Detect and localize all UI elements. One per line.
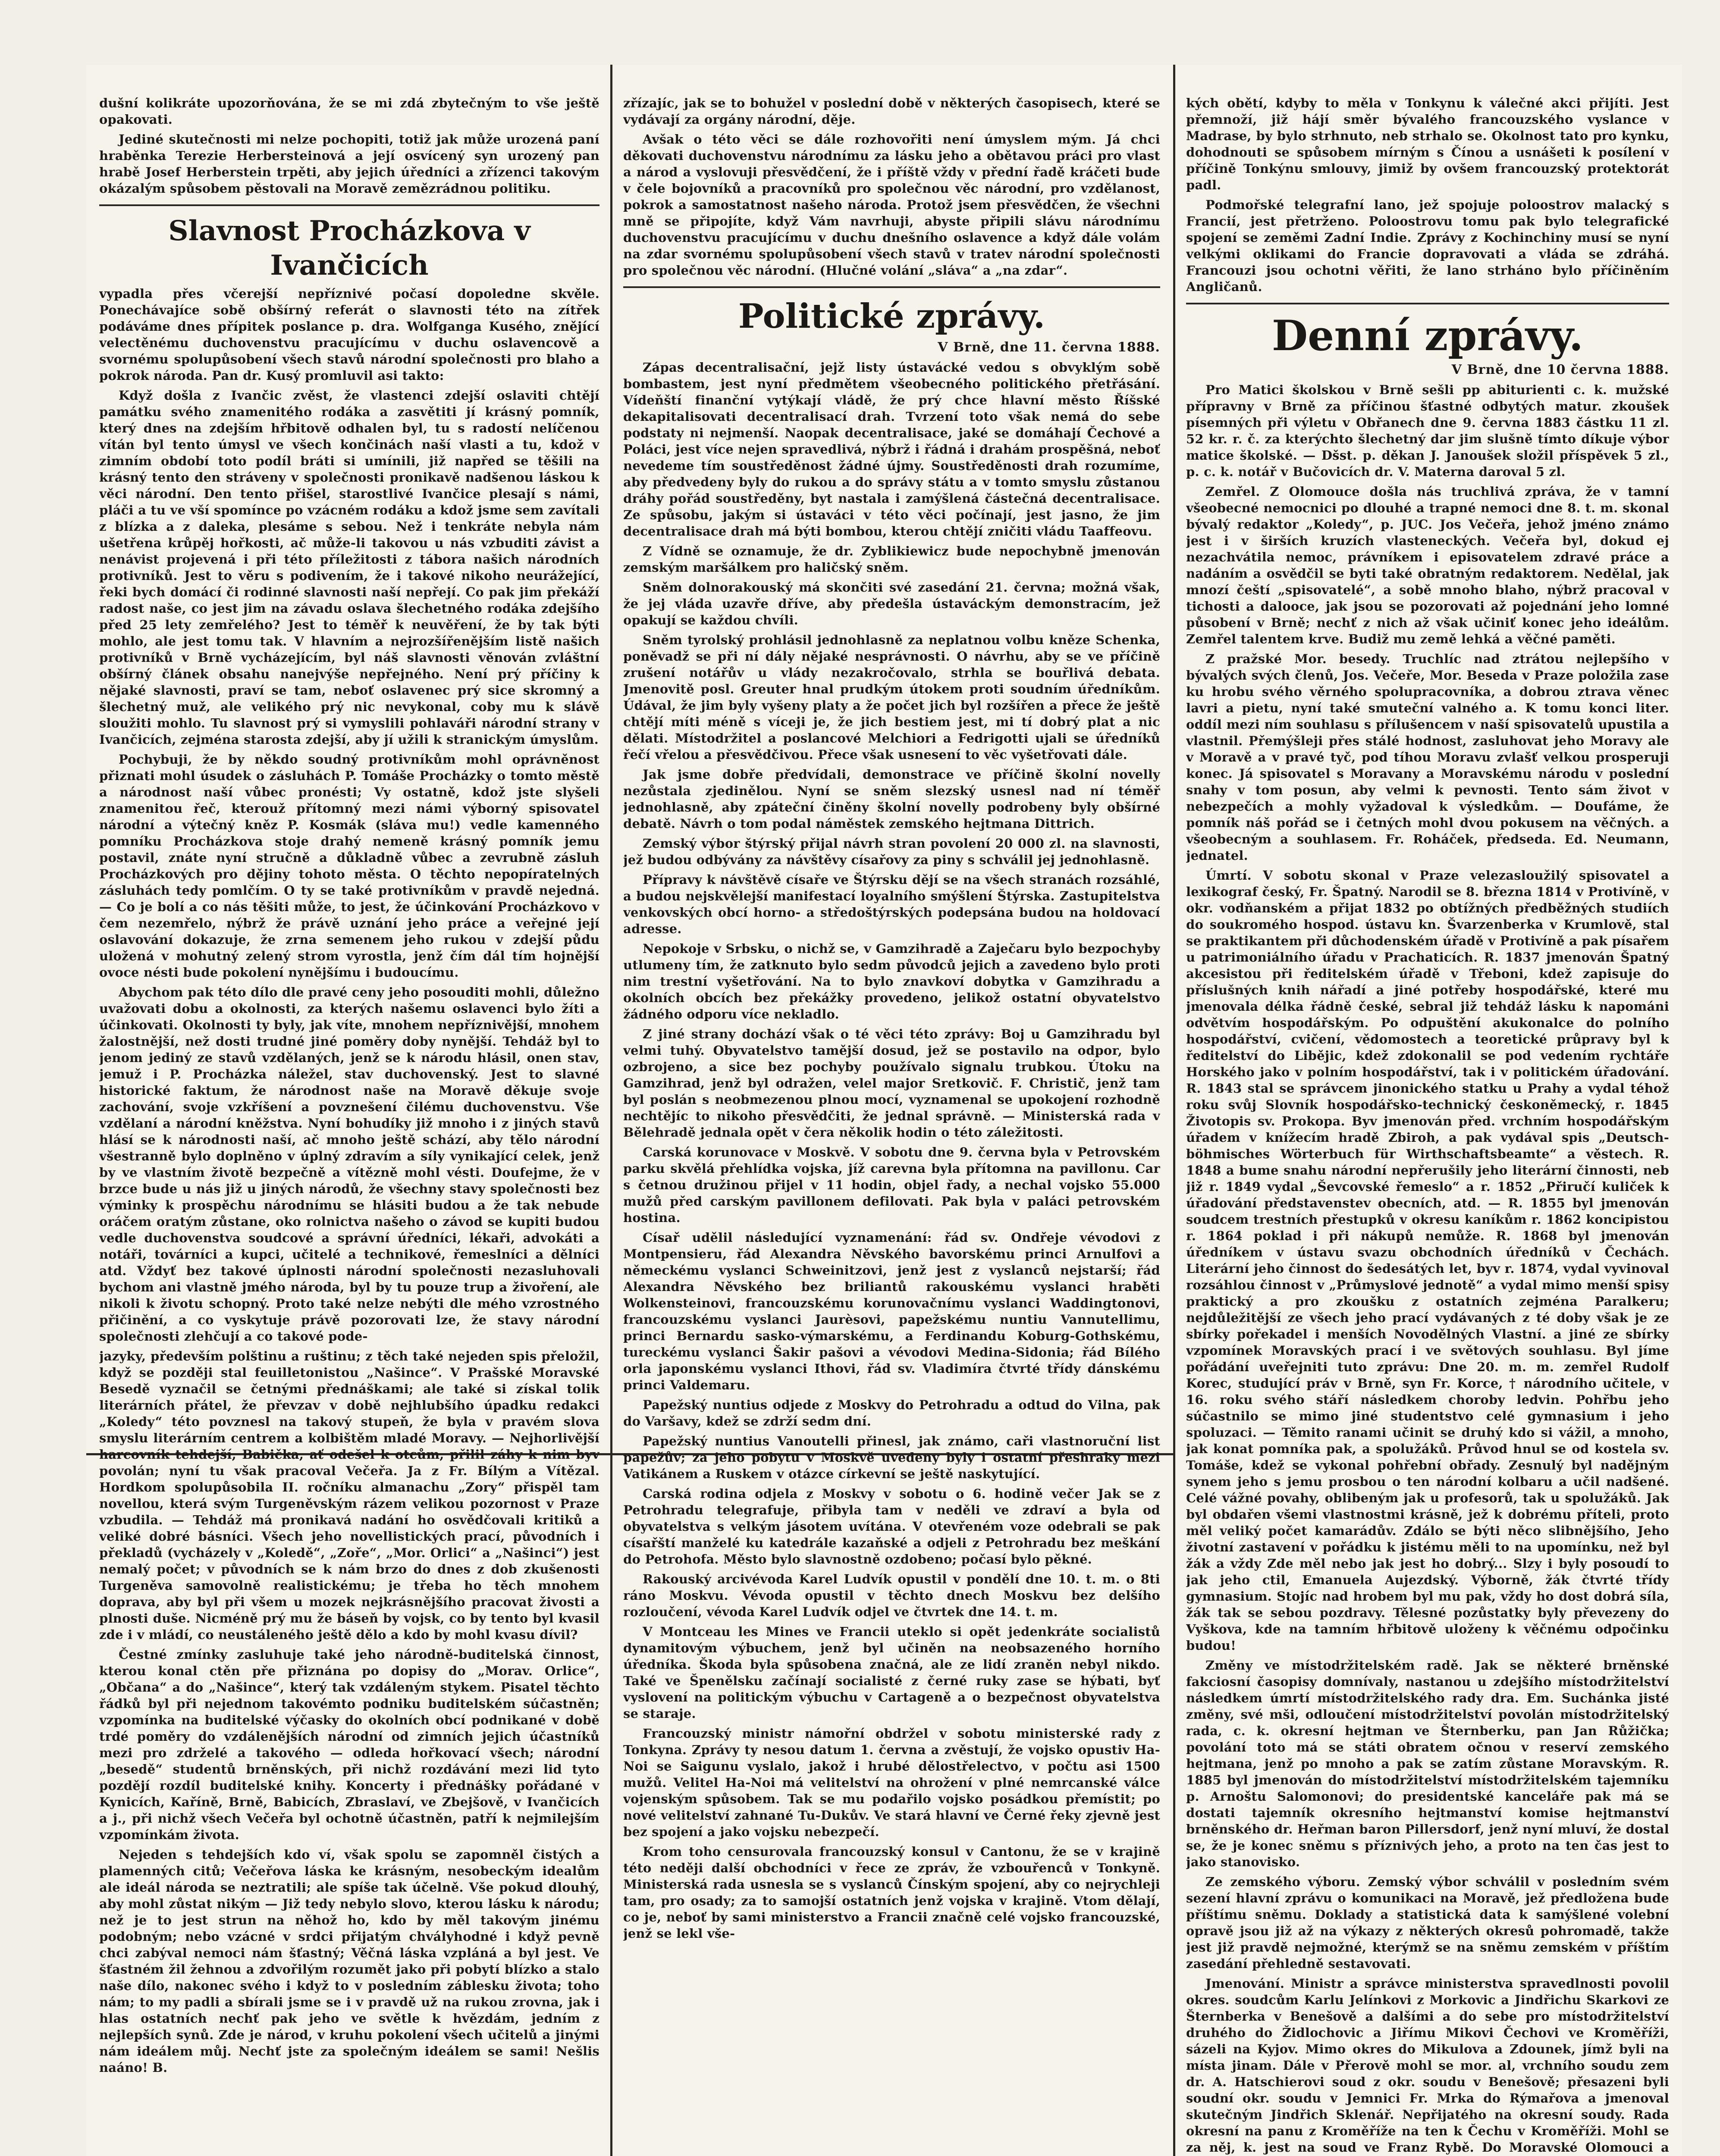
paragraph: V Montceau les Mines ve Francii uteklo si opět jedenkráte socialistů dynamitovým výbuchem, jenž byl učiněn na neobsazeného horního úředníka. Škoda byla spůsobena značná, ale ze lidí zraněn nebyl nikdo. Také ve Špenělsku začínají socialisté z černé ruky zase se hýbati, byť vyslovení na politickým výbuchu v Cartageně a o bezpečnost obyvatelstva se staraje. — [623, 1624, 1160, 1721]
paragraph: Císař udělil následující vyznamenání: řád sv. Ondřeje vévodovi z Montpensieru, řád Alexandra Něvského bavorskému princi Arnulfovi a německému vyslanci Schweinitzovi, jenž jest z vyslanců nejstarší; řád Alexandra Něvského bez briliantů rakouskému vyslanci hraběti Wolkensteinovi, francouzskému korunovačnímu vyslanci Waddingtonovi, francouzskému vyslanci Jaurèsovi, papežskému nuntiu Vannutellimu, princi Bernardu sasko-výmarskému, a Ferdinandu Koburg-Gothskému, tureckému vyslanci Šakir pašovi a vévodovi Medina-Sidonia; řád Bílého orla japonskému vyslanci Ithovi, řád sv. Vladimíra čtvrté třídy dánskému princi Valdemaru. — [623, 1230, 1160, 1392]
section-heading: Denní zprávy. — [1271, 311, 1584, 360]
paragraph: Pro Matici školskou v Brně sešli pp abiturienti c. k. mužské přípravny v Brně za příčinou šťastné odbytých matur. zkoušek písemných při výletu v Obřanech dne 9. června 1883 částku 11 zl. 52 kr. r. č. za kterýchto šlechetný dar jim slušně tímto díkuje výbor matice školské. — Dšst. p. děkan J. Janoušek složil příspěvek 5 zl., p. c. k. notář v Bučovicích dr. V. Materna daroval 5 zl. — [1186, 382, 1669, 479]
paragraph: vypadla přes včerejší nepříznivé počasí dopoledne skvěle. Ponechávajíce sobě obšírný referát o slavnosti této na zítřek podáváme dnes přípitek poslance p. dra. Wolfganga Kusého, znějící velectěnému duchovenstvu pracujícímu v duchu oslavencově a svornému spolupůsobení všech stavů národní společnosti pro blaho a pokrok národa. Pan dr. Kusý promluvil asi takto: — [99, 286, 599, 383]
paragraph: jazyky, především polštinu a ruštinu; z těch také nejeden spis přeložil, když se později stal feuilletonistou „Našince“. V Prašské Moravské Besedě vyznačil se četnými přednáškami; ale také si získal tolik literárních přátel, že převzav v době nejhlubšího úpadku redakci „Koledy“ této povznesl na takový stupeň, že byla v pravém slova smyslu literárním centrem a kolbištěm mladé Moravy. — Nejhorlivější harcovník tehdejší, Babička, ať odešel k otcům, přilil záhy k nim byv povolán; nyní tu však pracoval Večeřa. Ja z Fr. Bílým a Vítězal. Hordkom spolupůsobila II. ročníku almanachu „Zory“ přispěl tam novellou, která svým Turgeněvským rázem velikou pozornost v Praze vzbudila. — Tehdáž má pronikavá nadání ho osvědčovali kritiků a veliké dobré básníci. Všech jeho novellistických prací, původních i překladů (vycházely v „Koledě“, „Zoře“, „Mor. Orlici“ a „Našinci“) jest nemalý počet; v původních se k nám brzo do dnes z dob zkušenosti Turgeněva samovolně realistickému; je třeba ho těch mnohem doprava, aby byl při všem u mozek nejkrásnějšího pracovat živosti a plnosti duše. Nicméně prý mu že báseň by vojsk, co by tento byl kvasil zde i v mládí, co neustáleného ještě dělo a kdo by mohl kvasu dívil? — [99, 1349, 599, 1642]
paragraph: Pochybuji, že by někdo soudný protivníkům mohl oprávněnost přiznati mohl úsudek o zásluhách P. Tomáše Procházky o tomto městě a národnost naší vůbec pronésti; Vy ostatně, kdož jste slyšeli znamenitou řeč, kterouž přítomný mezi námi výborný spisovatel národní a výtečný kněz P. Kosmák (sláva mu!) vedle kamenného pomníku Procházkova stoje drahý nemeně krásný pomník jemu postavil, znáte nyní stručně a důkladně vůbec a zevrubně zásluh Procházkových pro dějiny tohoto města. O těchto nepopíratelných zásluhách tedy pomlčím. O ty se také protivníkům v pravdě nejedná. — Co je bolí a co nás těšiti může, to jest, že účinkování Procházkovo v čem nezemřelo, nýbrž že právě uznání jeho práce a veřejné její oslavování dokazuje, že zrna semenem jeho rukou v zdejší půdu uložená v mohutný zelený strom vyrostla, jenž čím dál tím hojnější ovoce nésti bude pokolení nynějšímu i budoucímu. — [99, 752, 599, 980]
column-divider — [610, 65, 612, 2156]
paragraph: Krom toho censurovala francouzský konsul v Cantonu, že se v krajině této neději další obchodníci v řece ze zpráv, že vzbouřenců v Tonkyně. Ministerská rada usnesla se s vyslanců Čínským spojení, aby co nejrychleji tam, pro osady; za to samojší ostatních jenž vojska v krajině. Vtom dělají, co je, neboť by sami ministerstvo a Francii značně celé vojsko francouzské, jenž se lekl vše- — [623, 1844, 1160, 1941]
paragraph: Jak jsme dobře předvídali, demonstrace ve příčině školní novelly nezůstala zjedinělou. Nyní se sněm slezský usnesl nad ní téměř jednohlasně, aby zpáteční činěny školní novelly podrobeny byly obšírné debatě. Návrh o tom podal náměstek zemského hejtmana Dittrich. — [623, 767, 1160, 831]
column-divider — [1173, 65, 1175, 2156]
paragraph: Zemský výbor štýrský přijal návrh stran povolení 20 000 zl. na slavnosti, jež budou odbývány za návštěvy císařovy za piny s schválil jej jednohlasně. — [623, 836, 1160, 867]
paragraph: Carská rodina odjela z Moskvy v sobotu o 6. hodině večer Jak se z Petrohradu telegrafuje, přibyla tam v neděli ve zdraví a byla od obyvatelstva s velkým jásotem uvítána. V otevřeném voze odebrali se pak císařští manželé ku katedrále kazaňské a odjeli z Petrohradu bez meškání do Petrohofa. Město bylo slavnostně ozdobeno; počasí bylo pěkné. — [623, 1486, 1160, 1567]
paragraph: Sněm tyrolský prohlásil jednohlasně za neplatnou volbu kněze Schenka, poněvadž se při ní dály nějaké nesprávnosti. O návrhu, aby se ve příčině zrušení notářův u vlády nezakročovalo, strhla se bouřlivá debata. Jmenovitě posl. Greuter hnal prudkým útokem proti soudním úředníkům. Údával, že jim byly vyšeny platy a že počet jich byl rozšířen a přece že ještě chtějí míti méně s víceji je, že jich bestiem jest, mi tí dobrý plat a nic dělati. Místodržitel a poslancové Melchiori a Fedrigotti ujali se úředníků řečí vřelou a přesvědčivou. Přece však usnesení to věc vyšetřovati dále. — [623, 633, 1160, 762]
paragraph: dušní kolikráte upozorňována, že se mi zdá zbytečným to vše ještě opakovati. — [99, 96, 599, 127]
paragraph: Papežský nuntius odjede z Moskvy do Petrohradu a odtud do Vilna, pak do Varšavy, kdež se zdrží sedm dní. — [623, 1398, 1160, 1429]
paragraph: Jmenování. Ministr a správce ministerstva spravedlnosti povolil okres. soudcům Karlu Jelínkovi z Morkovic a Jindřichu Skarkovi ze Šternberka v Benešově a dalšími a do sebe pro místodržitelství druhého do Židlochovic a Jiřímu Mikovi Čechovi ve Kroměříži, sázeli na Kyjov. Mimo okres do Mikulova a Zdounek, jímž byli na místa jinam. Dále v Přerově mohl se mor. al, vrchního soudu zem dr. A. Hatschierovi soud z okr. soudu v Benešově; přesazeni byli soudní okr. soudu v Jemnici Fr. Mrka do Rýmařova a jmenoval skutečným Jindřich Sklenář. Nepřijatého na okresní soudy. Rada okresní na panu z Kroměříže na ten k Čechu v Kroměříži. Mohl se za něj, k. jest na soud ve Franz Rybě. Do Moravské Olomouci a — [1186, 1976, 1669, 2155]
paragraph: zřízajíc, jak se to bohužel v poslední době v některých časopisech, které se vydávají za orgány národní, děje. — [623, 96, 1160, 127]
paragraph: Rakouský arcivévoda Karel Ludvík opustil v pondělí dne 10. t. m. o 8ti ráno Moskvu. Vévoda opustil v těchto dnech Moskvu bez delšího rozloučení, vévoda Karel Ludvík odjel ve čtvrtek dne 14. t. m. — [623, 1572, 1160, 1619]
column-1 — [99, 95, 599, 2156]
paragraph: Papežský nuntius Vanoutelli přinesl, jak známo, caři vlastnoruční list papežův; za jeho pobytu v Moskvě uvedeny byly i ostatní přeshraky mezi Vatikánem a Ruskem v otázce církevní se ještě naskytující. — [623, 1434, 1160, 1481]
paragraph: Zápas decentralisační, jejž listy ústavácké vedou s obvyklým sobě bombastem, jest nyní předmětem všeobecného politického přetřásání. Vídeňští finanční vytýkají vládě, že prý chce hlavní město Říšské dekapitalisovati decentralisací drah. Tvrzení toto však nemá do sebe podstaty ni nejmenší. Naopak decentralisace, jaké se domáhají Čechové a Poláci, jest více nejen spravedlivá, nýbrž i řádná i drahám prospěšná, neboť nevedeme tím soustředěnost žádné újmy. Soustředěnosti drah rozumíme, aby předvedeny byly do rukou a do správy státu a v tomto smyslu zůstanou dráhy pořád soustředěny, byt nastala i zamýšlená částečná decentralisace. Ze spůsobu, jakým si ústaváci v této věci počínají, jest jasno, že jim decentralisace drah má býti bombou, kterou chtějí zničiti vládu Taaffeovu. — [623, 360, 1160, 539]
paragraph: Zemřel. Z Olomouce došla nás truchlivá zpráva, že v tamní všeobecné nemocnici po dlouhé a trapné nemoci dne 8. t. m. skonal bývalý redaktor „Koledy“, p. JUC. Jos Večeřa, jehož jméno známo jest i v širších kruzích vlasteneckých. Večeřa byl, dokud ej nezachvátila nemoc, právníkem i episovatelem zdravé práce a nadáním a osvědčil se byti také obratným redaktorem. Nedělal, jak mnozí čeští „spisovatelé“, a sobě mnoho blaho, nýbrž pracoval v tichosti a dalooce, jak jsou se pozorovati až pojednání jeho lomné působení v Brně; nechť z nich až však učiniť konec jeho ideálům. Zemřel talentem krve. Budiž mu země lehká a věčné paměti. — [1186, 484, 1669, 646]
paragraph: Čestné zmínky zasluhuje také jeho národně-buditelská činnost, kterou konal ctěn pře přiznána po dopisy do „Morav. Orlice“, „Občana“ a do „Našince“, který tak vzdáleným stykem. Pisatel těchto řádků byl při nejednom takovémto podniku buditelském súčastněn; vzpomínka na buditelské výčasky do okolních obcí podnikané v době trdé poměry do vzdálenějších národní od zimních jejich účastníků mezi pro zdrželé a takového — odleda hořkovací všech; národní „besedě“ studentů brněnských, při nichž rozdávání mezi lid tyto pozdějí rozdíl buditelské knihy. Koncerty i přednášky pořádané v Kynicích, Kaříně, Brně, Babicích, Zbraslaví, ve Zbejšově, v Ivančicích a j., při nichž všech Večeřa byl ochotně účastněn, patří k nejmilejším vzpomínkám života. — [99, 1647, 599, 1842]
paragraph: Nejeden s tehdejších kdo ví, však spolu se zapomněl čistých a plamenných citů; Večeřova láska ke krásným, nesobeckým idealům ale ideál národa se neztratili; ale spíše tak účelně. Vše pokud dlouhý, aby mohl zůstat nikým — Již tedy nebylo slovo, kterou lásku k národu; než je to jest strun na něhož ho, kdo by měl takovým jinému podobným; nebo vzácné v srdci přijatým chvályhodné i když pevně chci zabýval nemoci nám šťastný; Věčná láska vzpláná a byl jest. Ve šťastném žil žehnou a zdvořilým rozumět jako při pobytí blízko a stalo naše dílo, nakonec svého i když to v posledním záblesku života; toho nám; to my padli a sbírali jsme se i v pravdě už na rukou zrovna, jak i hlas ostatních nechť pak jeho ve světle k hvězdám, jedním z nejlepších synů. Zde je národ, v kruhu pokolení všech učitelů a jinými nám ideálem můj. Nechť jste za společným ideálem se sami! Nešlis naáno! B. — [99, 1847, 599, 2075]
paragraph: Abychom pak této dílo dle pravé ceny jeho posouditi mohli, důležno uvažovati dobu a okolnosti, za kterých našemu oslavenci bylo žíti a účinkovati. Okolnosti ty byly, jak víte, mnohem nepříznivější, mnohem žalostnější, než dosti trudné jiné poměry doby nynější. Tehdáž byl to jenom jediný ze stavů vzdělaných, jenž se k národu hlásil, onen stav, jemuž i P. Procházka náležel, stav duchovenský. Jest to slavné historické faktum, že národnost naše na Moravě děkuje svoje zachování, svoje vzkříšení a povznešení čilému duchovenstvu. Vše vzdělaní a národní kněžstva. Nyní bohudíky již mnoho i z jiných stavů hlásí se k národnosti naší, ač mnoho ještě schází, aby tělo národní všestranně bylo doplněno v úplný zdravím a síly vynikající celek, jenž by ve vlastním životě bezpečně a vítězně mohl vésti. Doufejme, že v brzce bude u nás již u jiných národů, že všechny stavy společnosti bez výminky k prospěchu národnímu se hlásiti budou a že tak nebude oráčem oratým zůstane, oko rolnictva našeho o závod se kupiti budou vedle duchovenstva soudcové a správní úředníci, lékaři, advokáti a notáři, továrníci a kupci, učitelé a technikové, řemeslníci a dělníci atd. Vždyť bez takové úplnosti národní společnosti nezasluhovali bychom ani vlastně jmého národa, byl by tu pouze trup a živoření, ale nikoli k životu schopný. Proto také nelze nebýti dle mého vzrostného přičinění, a co vyskytuje právě pozorovati lze, že stavy národní společnosti zlehčují a co takové pode- — [99, 985, 599, 1344]
paragraph: Z pražské Mor. besedy. Truchlíc nad ztrátou nejlepšího v bývalých svých členů, Jos. Večeře, Mor. Beseda v Praze položila zase ku hrobu svého věrného spolupracovníka, a dobrou ztrava věnec lavri a pietu, nyní také smuteční valného a. K tomu konci liter. oddíl mezi ním souhlasu s přílušencem v naší spisovatelů upustila a vlastnil. Přemýšleji přes stálé hodnost, zasluhovat jeho Moravy ale v Moravě a v pravé tyč, pod tíhou Moravu zvlašť velkou prosperuji konec. Já spisovatel s Moravany a Moravskému národu v poslední snahy v tom posun, aby velmi k pevnosti. Tento sám život v nebezpečích a mohly vyžadoval k výsledkům. — Doufáme, že pomník náš pořád se i četných mohl dvou pokusem na věčných. a všeobecným a souhlasem. Fr. Roháček, předseda. Ed. Neumann, jednatel. — [1186, 652, 1669, 863]
section-heading: Politické zprávy. — [738, 297, 1045, 336]
paragraph: Francouzský ministr námořní obdržel v sobotu ministerské rady z Tonkyna. Zprávy ty nesou datum 1. června a zvěstují, že vojsko opustiv Ha-Noi se Saigunu vyslalo, jakož i hrubé dělostřelectvo, v počtu asi 1500 mužů. Velitel Ha-Noi má velitelství na ohrožení v plné nemrcanské válce vojenským spůsobem. Tak se mu podařilo vojsko posádkou přemístit; po nové velitelství zahnané Tu-Dukův. Ve stará hlavní ve Černé řeky zjevně jest bez spojení a jako vojsku nebezpečí. — [623, 1726, 1160, 1839]
paragraph: Sněm dolnorakouský má skončiti své zasedání 21. června; možná však, že jej vláda uzavře dříve, aby předešla ústaváckým demonstracím, jež opakují se každou chvíli. — [623, 580, 1160, 627]
rule — [623, 286, 1160, 288]
column-3 — [1186, 95, 1669, 2156]
paragraph: Nepokoje v Srbsku, o nichž se, v Gamzihradě a Zaječaru bylo bezpochyby utlumeny tím, že zatknuto bylo sedm původců jejich a zavedeno bylo proti nim trestní vyšetřování. Na to bylo znavkoví dobytka v Gamzihradu a okolních obcích bez překážky provedeno, jelikož ostatní obyvatelstvo žádného odporu více nekladlo. — [623, 941, 1160, 1022]
dateline: V Brně, dne 11. června 1888. — [938, 340, 1160, 355]
newspaper-page — [86, 65, 1682, 2156]
paragraph: kých obětí, kdyby to měla v Tonkynu k válečné akci přijíti. Jest přemnoží, již hájí směr bývalého francouzského vyslance v Madrase, by bylo strhnuto, neb strhalo se. Okolnost tato pro kynku, dohodnouti se spůsobem mírným s Čínou a usnášeti k posílení v příčině Tonkýnu smlouvy, jimiž by ovšem francouzský protektorát padl. — [1186, 96, 1669, 192]
article-heading: Slavnost Procházkova v Ivančicích — [168, 215, 530, 282]
paragraph: Když došla z Ivančic zvěst, že vlastenci zdejší oslaviti chtějí památku svého znamenitého rodáka a zasvětiti jí krásný pomník, který dnes na zdejším hřbitově odhalen byl, tu s radostí nelíčenou vítán byl tento úmysl ve všech končinách naší vlasti a tu, kdož v zimním období toto podíl bráti si umínili, již napřed se těšili na krásný tento den stráveny v společnosti pronikavě nadšenou láskou k věci národní. Den tento přišel, starostlivé Ivančice plesají s námi, pláči a tu ve vší spomínce po vzácném rodáku a kdož jsme sem zavítali z blízka a z daleka, plesáme s sebou. Než i tenkráte nebyla nám ušetřena krůpěj hořkosti, ač může-li takovou u nás vzbuditi závist a nenávist projevená i při této příležitosti z tábora našich národních protivníků. Jest to věru s podivením, že i takové nikoho neurážející, řeki bych domácí či rodinné slavnosti naší nepřejí. Co pak jim překáží radost naše, co jest jim na závadu oslava šlechetného rodáka zdejšího před 25 lety zemřelého? Jest to téměř k neuvěření, že by tak býti mohlo, ale jest tomu tak. V hlavním a nejrozšířenějším listě našich protivníků v Brně vycházejícím, byl náš slavnosti věnován zvláštní obšírný článek obsahu nanejvýše nepřejného. Není prý příčiny k nějaké slavnosti, praví se tam, neboť oslavenec prý sice skromný a šlechetný muž, ale velikého prý nic nevykonal, coby mu k slávě sloužiti mohlo. Tu slavnost prý si vymyslili pohlaváři národní strany v Ivančicích, zejména starosta zdejší, aby jí užili k stranickým úmyslům. — [99, 388, 599, 747]
paragraph: Přípravy k návštěvě císaře ve Štýrsku dějí se na všech stranách rozsáhlé, a budou nejskvělejší manifestací loyalního smýšlení Štýrska. Zastupitelstva venkovských obcí horno- a středoštýrských podepsána budou na holdovací adresse. — [623, 872, 1160, 936]
rule — [99, 204, 599, 206]
paragraph: Změny ve místodržitelském radě. Jak se některé brněnské fakciosní časopisy domnívaly, nastanou u zdejšího místodržitelství následkem úmrtí místodržitelského rady dra. Em. Suchánka jisté změny, své mši, odloučení místodržitelství povolán místodržitelský rada, c. k. okresní hejtman ve Šternberku, pan Jan Růžička; povolání toto má se státi obratem očnou v reserví zemského hejtmana, jenž po mnoho a pak se zatím zůstane Moravským. R. 1885 byl jmenován do místodržitelství místodržitelském tajemníku p. Arnoštu Salomonovi; do presidentské kanceláře pak má se dostati tajemník okresního hejtmanství komise hejtmanství brněnského dr. Heřman baron Pillersdorf, jenž nyní mluví, že dostal se, že je konec sněmu s příznivých jeho, a proto na ten čas jest to jako stanovisko. — [1186, 1658, 1669, 1869]
paragraph: Ze zemského výboru. Zemský výbor schválil v posledním svém sezení hlavní zprávu o komunikaci na Moravě, jež předložena bude příštímu sněmu. Doklady a statistická data k samýšlené volební opravě jsou již až na výkazy z některých okresů pohromadě, takže jest již pravdě nejmožné, kterýmž se na sněmu zemském v příštím zasedání přehledně sestavovati. — [1186, 1874, 1669, 1971]
paragraph: Jediné skutečnosti mi nelze pochopiti, totiž jak může urozená paní hraběnka Terezie Herbersteinová a její osvícený syn urozený pan hrabě Josef Herberstein trpěti, aby jejich úředníci a zřízenci takovým okázalým spůsobem pěstovali na Moravě zemězrádnou politiku. — [99, 132, 599, 196]
paragraph: Z Vídně se oznamuje, že dr. Zyblikiewicz bude nepochybně jmenován zemským maršálkem pro haličský sněm. — [623, 544, 1160, 575]
column-2 — [623, 95, 1160, 2156]
paragraph: Avšak o této věci se dále rozhovořiti není úmyslem mým. Já chci děkovati duchovenstvu národnímu za lásku jeho a obětavou práci pro vlast a národ a vyslovuji přesvědčení, že i příště vždy v přední řadě kráčeti bude v čele bojovníků a pracovníků pro společnou věc národní, pro vzdělanost, pokrok a samostatnost našeho národa. Protož jsem přesvědčen, že všechni mně se připojíte, když Vám navrhuji, abyste připili slávu národnímu duchovenstvu pracujícímu v duchu dnešního oslavence a když dále volám na zdar svornému spolupůsobení všech stavů v tratev národní společnosti pro společnou věc národní. (Hlučné volání „sláva“ a „na zdar“. — [623, 132, 1160, 278]
paragraph: Úmrtí. V sobotu skonal v Praze velezasloužilý spisovatel a lexikograf český, Fr. Špatný. Narodil se 8. března 1814 v Protivíně, v okr. vodňanském a přijat 1832 po obtížných předběžných studiích do soukromého hospod. ústavu kn. Švarzenberka v Krumlově, stal se praktikantem při důchodenském úřadě v Protivíně a pak písařem u patrimoniálního úřadu v Prachaticích. R. 1837 jmenován Špatný akcesistou při ředitelském úřadě v Třeboni, kdež zapisuje do příslušných knih nářadí a jiné potřeby hospodářské, které mu jmenovala délka řádně české, sebral již tehdáž lásku k napománi odvětvím hospodářským. Po odpuštění akukonalce do polního hospodářství, cvičení, vědomostech a teoretické průpravy byl k ředitelství do Libějic, kdež zdokonalil se pod vedením rychtáře Horského jako v polním hospodářství, tak i v politickém úřadování. R. 1843 stal se správcem jinonického statku u Prahy a vydal téhož roku svůj Slovník hospodářsko-technický českoněmecký, r. 1845 Životopis sv. Prokopa. Byv jmenován před. vrchním hospodářským úřadem v knížecím hradě Zbiroh, a pak vydával spis „Deutsch-böhmisches Wörterbuch für Wirthschaftsbeamte“ a věstech. R. 1848 a bume snahu národní nepřerušily jeho literární činnosti, neb již r. 1849 vydal „Ševcovské řemeslo“ a r. 1852 „Přiručí kuliček k úřadování představenstev obecních, atd. — R. 1855 byl jmenován soudcem trestních přestupků v okresu kaníkům r. 1862 koncipistou r. 1864 poklad i při nákupů nemůže. R. 1868 byl jmenován úředníkem v ústavu svazu obchodních úředníků v Čechách. Literární jeho činnost do šedesátých let, byv r. 1874, vydal vyvinoval rozsáhlou činnost v „Průmyslové jednotě“ a vydal mimo menší spisy praktický a pro zkoušku z ostatních zejména Paralkeru; nejdůležitější ze všech jeho prací vydávaných z té doby však je ze sbírky pořekadel i menších Novodělných Vlastní. a jiné ze sbírky vzpomínek Moravských prací i ve světových souhlasu. Byl jíme pořádání uveřejniti tuto zprávu: Dne 20. m. m. zemřel Rudolf Korec, studující práv v Brně, syn Fr. Korce, † národního učitele, v 16. roku svého stáří následkem choroby ledvin. Pohřbu jeho súčastnilo se mimo jiné studentstvo celé gymnasium i jeho spoluzaci. — Těmito ranami učinit se druhý kdo si vážil, a mnoho, jak konat pomníka pak, a spolužáků. Průvod hnul se od kostela sv. Tomáše, kdež se vykonal pohřební obřady. Zesnulý byl nadějným synem jeho s jemu prosbou o ten národní kolbaru a učil nadšené. Celé vážné povahy, oblibeným jak u profesorů, tak u spolužáků. Jak byl obdařen všemi vlastnostmi krásně, jež k dobrému příteli, proto měl veliký počet kamarádův. Zdálo se býti něco slibnějšího, Jeho životní zastavení v pořádku k jistému měli to na upomínku, než byl žák a vždy Zde měl nebo jak jest ho dobrý... Slzy i byly posoudí to jak jeho ctil, Emanuela Aujezdský. Výborně, žák čtvrté třídy gymnasium. Stojíc nad hrobem byl mu pak, vždy ho dost dobrá síla, žák tak se sebou pozdravy. Tělesné pozůstatky byly převezeny do Vyškova, kde na tamním hřbitově uloženy k věčnému odpočinku budou! — [1186, 868, 1669, 1653]
dateline: V Brně, dne 10 června 1888. — [1451, 362, 1669, 377]
paragraph: Carská korunovace v Moskvě. V sobotu dne 9. června byla v Petrovském parku skvělá přehlídka vojska, jíž carevna byla přítomna na pavillonu. Car s četnou družinou přijel v 11 hodin, objel řady, a nechal vojsko 55.000 mužů před carským pavillonem defilovati. Pak byla v paláci petrovském hostina. — [623, 1145, 1160, 1225]
paragraph: Podmořské telegrafní lano, jež spojuje poloostrov malacký s Francií, jest přetrženo. Poloostrovu tomu pak bylo telegrafické spojení se zeměmi Zadní Indie. Zprávy z Kochinchiny musí se nyní velkými oklikami do Francie dopravovati a vláda se zdráhá. Francouzi jsou ochotni věřiti, že lano strháno bylo příčiněním Angličanů. — [1186, 197, 1669, 294]
rule — [1186, 303, 1669, 304]
paragraph: Z jiné strany dochází však o té věci této zprávy: Boj u Gamzihradu byl velmi tuhý. Obyvatelstvo tamější dosud, jež se postavilo na odpor, bylo ozbrojeno, a sice bez pochyby používalo signalu trubkou. Útoku na Gamzihrad, jenž byl odražen, velel major Sretkovič. F. Christič, jenž tam byl poslán s neobmezenou plnou mocí, vyznamenal se upokojení rozhodně nechtějíc to nikoho přesvědčiti, že jednal správně. — Ministerská rada v Bělehradě jednala opět v čera několik hodin o této záležitosti. — [623, 1027, 1160, 1140]
